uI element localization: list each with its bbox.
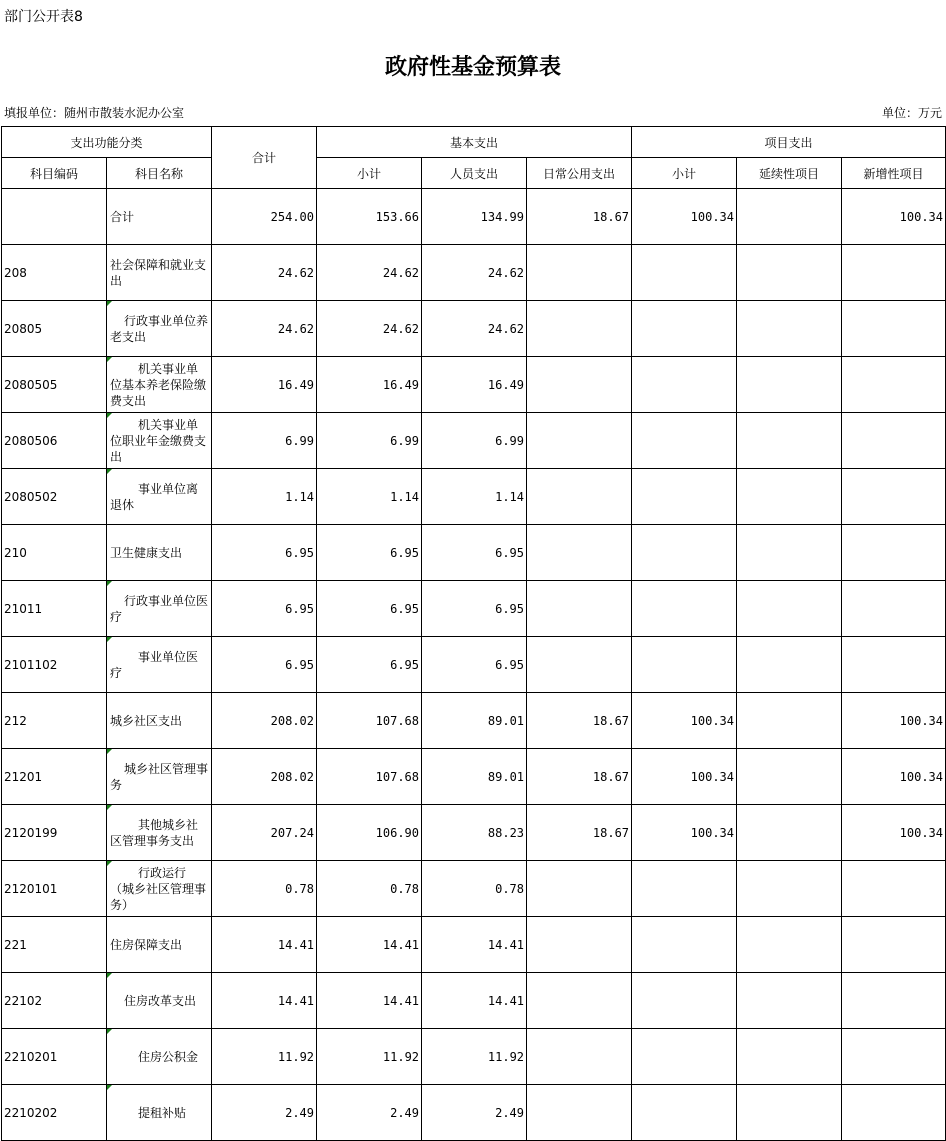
row-total: 6.95	[212, 581, 317, 637]
row-basic-subtotal: 153.66	[317, 189, 422, 245]
row-code: 22102	[2, 973, 107, 1029]
row-total: 207.24	[212, 805, 317, 861]
row-code: 221	[2, 917, 107, 973]
row-project-subtotal: 100.34	[632, 749, 737, 805]
row-project-subtotal: 100.34	[632, 693, 737, 749]
row-continuing	[737, 973, 842, 1029]
row-daily	[527, 413, 632, 469]
header-continuing: 延续性项目	[737, 158, 842, 189]
row-continuing	[737, 581, 842, 637]
row-daily	[527, 357, 632, 413]
row-project-subtotal: 100.34	[632, 805, 737, 861]
row-personnel: 6.95	[422, 525, 527, 581]
row-project-subtotal	[632, 973, 737, 1029]
row-total: 14.41	[212, 973, 317, 1029]
row-daily	[527, 861, 632, 917]
row-code: 210	[2, 525, 107, 581]
row-project-subtotal	[632, 581, 737, 637]
row-continuing	[737, 245, 842, 301]
row-new	[842, 245, 946, 301]
row-name-text: 住房保障支出	[110, 937, 183, 952]
row-name	[107, 413, 212, 469]
row-name	[107, 1029, 212, 1085]
row-new	[842, 861, 946, 917]
row-new: 100.34	[842, 749, 946, 805]
row-project-subtotal	[632, 357, 737, 413]
header-project: 项目支出	[632, 127, 946, 158]
row-new	[842, 1029, 946, 1085]
row-total: 11.92	[212, 1029, 317, 1085]
row-code: 2120199	[2, 805, 107, 861]
row-name-text: 机关事业单位基本养老保险缴费支出	[110, 361, 207, 408]
row-code: 212	[2, 693, 107, 749]
row-project-subtotal	[632, 1085, 737, 1141]
row-total: 14.41	[212, 917, 317, 973]
cell-comment-marker	[107, 581, 112, 586]
table-row	[2, 581, 946, 637]
row-new: 100.34	[842, 805, 946, 861]
row-personnel: 14.41	[422, 917, 527, 973]
cell-comment-marker	[107, 637, 112, 642]
row-daily	[527, 469, 632, 525]
header-daily: 日常公用支出	[527, 158, 632, 189]
row-new	[842, 973, 946, 1029]
row-daily	[527, 637, 632, 693]
row-project-subtotal	[632, 637, 737, 693]
row-personnel: 11.92	[422, 1029, 527, 1085]
row-daily: 18.67	[527, 189, 632, 245]
table-body	[2, 189, 946, 1141]
table-row	[2, 245, 946, 301]
header-project-subtotal: 小计	[632, 158, 737, 189]
table-row	[2, 1085, 946, 1141]
page-title: 政府性基金预算表	[384, 54, 561, 80]
row-code: 21201	[2, 749, 107, 805]
row-personnel: 24.62	[422, 245, 527, 301]
table-row	[2, 973, 946, 1029]
row-name	[107, 189, 212, 245]
row-daily	[527, 973, 632, 1029]
row-name	[107, 245, 212, 301]
row-new	[842, 1085, 946, 1141]
row-total: 6.99	[212, 413, 317, 469]
row-name	[107, 693, 212, 749]
row-name-text: 住房改革支出	[124, 993, 197, 1008]
row-code: 208	[2, 245, 107, 301]
header-name: 科目名称	[107, 158, 212, 189]
row-name	[107, 525, 212, 581]
row-basic-subtotal: 106.90	[317, 805, 422, 861]
row-total: 254.00	[212, 189, 317, 245]
header-personnel: 人员支出	[422, 158, 527, 189]
row-continuing	[737, 357, 842, 413]
row-code: 2080506	[2, 413, 107, 469]
row-project-subtotal	[632, 245, 737, 301]
row-continuing	[737, 1029, 842, 1085]
table-row	[2, 357, 946, 413]
header-total: 合计	[212, 127, 317, 189]
row-code: 21011	[2, 581, 107, 637]
row-basic-subtotal: 14.41	[317, 917, 422, 973]
row-name-text: 其他城乡社区管理事务支出	[110, 817, 199, 848]
row-name	[107, 581, 212, 637]
row-project-subtotal	[632, 861, 737, 917]
row-continuing	[737, 525, 842, 581]
row-name	[107, 749, 212, 805]
cell-comment-marker	[107, 413, 112, 418]
row-name	[107, 861, 212, 917]
row-daily: 18.67	[527, 805, 632, 861]
table-row	[2, 301, 946, 357]
row-basic-subtotal: 16.49	[317, 357, 422, 413]
row-daily	[527, 245, 632, 301]
row-daily: 18.67	[527, 693, 632, 749]
cell-comment-marker	[107, 805, 112, 810]
row-name	[107, 917, 212, 973]
table-row	[2, 917, 946, 973]
row-total: 208.02	[212, 749, 317, 805]
row-basic-subtotal: 0.78	[317, 861, 422, 917]
row-personnel: 14.41	[422, 973, 527, 1029]
row-name-text: 城乡社区管理事务	[110, 761, 209, 792]
row-continuing	[737, 1085, 842, 1141]
row-personnel: 24.62	[422, 301, 527, 357]
row-new: 100.34	[842, 189, 946, 245]
table-row	[2, 1029, 946, 1085]
row-personnel: 16.49	[422, 357, 527, 413]
row-continuing	[737, 917, 842, 973]
row-name-text: 行政事业单位养老支出	[110, 313, 209, 344]
row-name	[107, 469, 212, 525]
row-personnel: 6.95	[422, 637, 527, 693]
row-code: 2080505	[2, 357, 107, 413]
table-header	[2, 127, 946, 189]
header-new: 新增性项目	[842, 158, 946, 189]
row-total: 0.78	[212, 861, 317, 917]
row-continuing	[737, 805, 842, 861]
row-daily: 18.67	[527, 749, 632, 805]
table-row	[2, 637, 946, 693]
row-basic-subtotal: 6.95	[317, 637, 422, 693]
row-new	[842, 469, 946, 525]
row-code	[2, 189, 107, 245]
row-name-text: 事业单位离退休	[110, 481, 199, 512]
row-project-subtotal	[632, 469, 737, 525]
row-code: 2210201	[2, 1029, 107, 1085]
cell-comment-marker	[107, 301, 112, 306]
table-row	[2, 805, 946, 861]
row-project-subtotal: 100.34	[632, 189, 737, 245]
row-daily	[527, 525, 632, 581]
row-name-text: 卫生健康支出	[110, 545, 183, 560]
row-continuing	[737, 749, 842, 805]
row-name	[107, 805, 212, 861]
reporting-unit: 填报单位：随州市散装水泥办公室	[4, 106, 185, 120]
header-code: 科目编码	[2, 158, 107, 189]
row-personnel: 2.49	[422, 1085, 527, 1141]
row-personnel: 134.99	[422, 189, 527, 245]
row-total: 24.62	[212, 245, 317, 301]
row-total: 6.95	[212, 637, 317, 693]
row-name	[107, 357, 212, 413]
row-name-text: 提租补贴	[138, 1105, 187, 1120]
cell-comment-marker	[107, 357, 112, 362]
row-project-subtotal	[632, 917, 737, 973]
row-daily	[527, 1029, 632, 1085]
table-row	[2, 749, 946, 805]
header-basic-subtotal: 小计	[317, 158, 422, 189]
row-basic-subtotal: 24.62	[317, 301, 422, 357]
row-continuing	[737, 861, 842, 917]
row-personnel: 1.14	[422, 469, 527, 525]
row-total: 6.95	[212, 525, 317, 581]
currency-unit: 单位：万元	[881, 106, 942, 120]
row-continuing	[737, 469, 842, 525]
cell-comment-marker	[107, 1085, 112, 1090]
header-basic: 基本支出	[317, 127, 632, 158]
table-number-label: 部门公开表8	[4, 9, 83, 25]
row-daily	[527, 1085, 632, 1141]
row-new	[842, 581, 946, 637]
row-name	[107, 1085, 212, 1141]
cell-comment-marker	[107, 469, 112, 474]
row-total: 1.14	[212, 469, 317, 525]
row-continuing	[737, 693, 842, 749]
row-daily	[527, 581, 632, 637]
row-personnel: 6.99	[422, 413, 527, 469]
row-personnel: 6.95	[422, 581, 527, 637]
row-basic-subtotal: 11.92	[317, 1029, 422, 1085]
row-code: 2101102	[2, 637, 107, 693]
row-name-text: 合计	[110, 209, 135, 224]
cell-comment-marker	[107, 749, 112, 754]
row-basic-subtotal: 24.62	[317, 245, 422, 301]
header-func-class: 支出功能分类	[2, 127, 212, 158]
row-basic-subtotal: 107.68	[317, 749, 422, 805]
row-name	[107, 973, 212, 1029]
row-total: 2.49	[212, 1085, 317, 1141]
row-continuing	[737, 637, 842, 693]
row-name-text: 城乡社区支出	[110, 713, 183, 728]
row-continuing	[737, 413, 842, 469]
row-daily	[527, 301, 632, 357]
table-row	[2, 861, 946, 917]
row-code: 2210202	[2, 1085, 107, 1141]
row-new	[842, 917, 946, 973]
table-row	[2, 189, 946, 245]
row-basic-subtotal: 6.95	[317, 581, 422, 637]
row-personnel: 88.23	[422, 805, 527, 861]
table-row	[2, 693, 946, 749]
row-name	[107, 637, 212, 693]
table-row	[2, 469, 946, 525]
row-basic-subtotal: 6.95	[317, 525, 422, 581]
row-basic-subtotal: 6.99	[317, 413, 422, 469]
row-name-text: 行政事业单位医疗	[110, 593, 209, 624]
row-total: 16.49	[212, 357, 317, 413]
row-total: 208.02	[212, 693, 317, 749]
row-new	[842, 357, 946, 413]
row-name-text: 住房公积金	[138, 1049, 199, 1064]
row-new	[842, 637, 946, 693]
row-new: 100.34	[842, 693, 946, 749]
row-name	[107, 301, 212, 357]
row-personnel: 0.78	[422, 861, 527, 917]
row-code: 2120101	[2, 861, 107, 917]
row-basic-subtotal: 14.41	[317, 973, 422, 1029]
row-new	[842, 301, 946, 357]
row-basic-subtotal: 1.14	[317, 469, 422, 525]
row-name-text: 事业单位医疗	[110, 649, 199, 680]
row-project-subtotal	[632, 301, 737, 357]
row-basic-subtotal: 2.49	[317, 1085, 422, 1141]
row-project-subtotal	[632, 413, 737, 469]
row-personnel: 89.01	[422, 693, 527, 749]
row-name-text: 机关事业单位职业年金缴费支出	[110, 417, 207, 464]
row-name-text: 社会保障和就业支出	[110, 257, 207, 288]
row-project-subtotal	[632, 525, 737, 581]
row-continuing	[737, 301, 842, 357]
table-row	[2, 525, 946, 581]
row-project-subtotal	[632, 1029, 737, 1085]
budget-table	[1, 126, 946, 1141]
cell-comment-marker	[107, 1029, 112, 1034]
row-basic-subtotal: 107.68	[317, 693, 422, 749]
row-new	[842, 525, 946, 581]
row-total: 24.62	[212, 301, 317, 357]
table-row	[2, 413, 946, 469]
row-code: 2080502	[2, 469, 107, 525]
row-new	[842, 413, 946, 469]
cell-comment-marker	[107, 973, 112, 978]
row-code: 20805	[2, 301, 107, 357]
cell-comment-marker	[107, 861, 112, 866]
row-name-text: 行政运行（城乡社区管理事务）	[110, 865, 207, 912]
row-daily	[527, 917, 632, 973]
row-continuing	[737, 189, 842, 245]
row-personnel: 89.01	[422, 749, 527, 805]
